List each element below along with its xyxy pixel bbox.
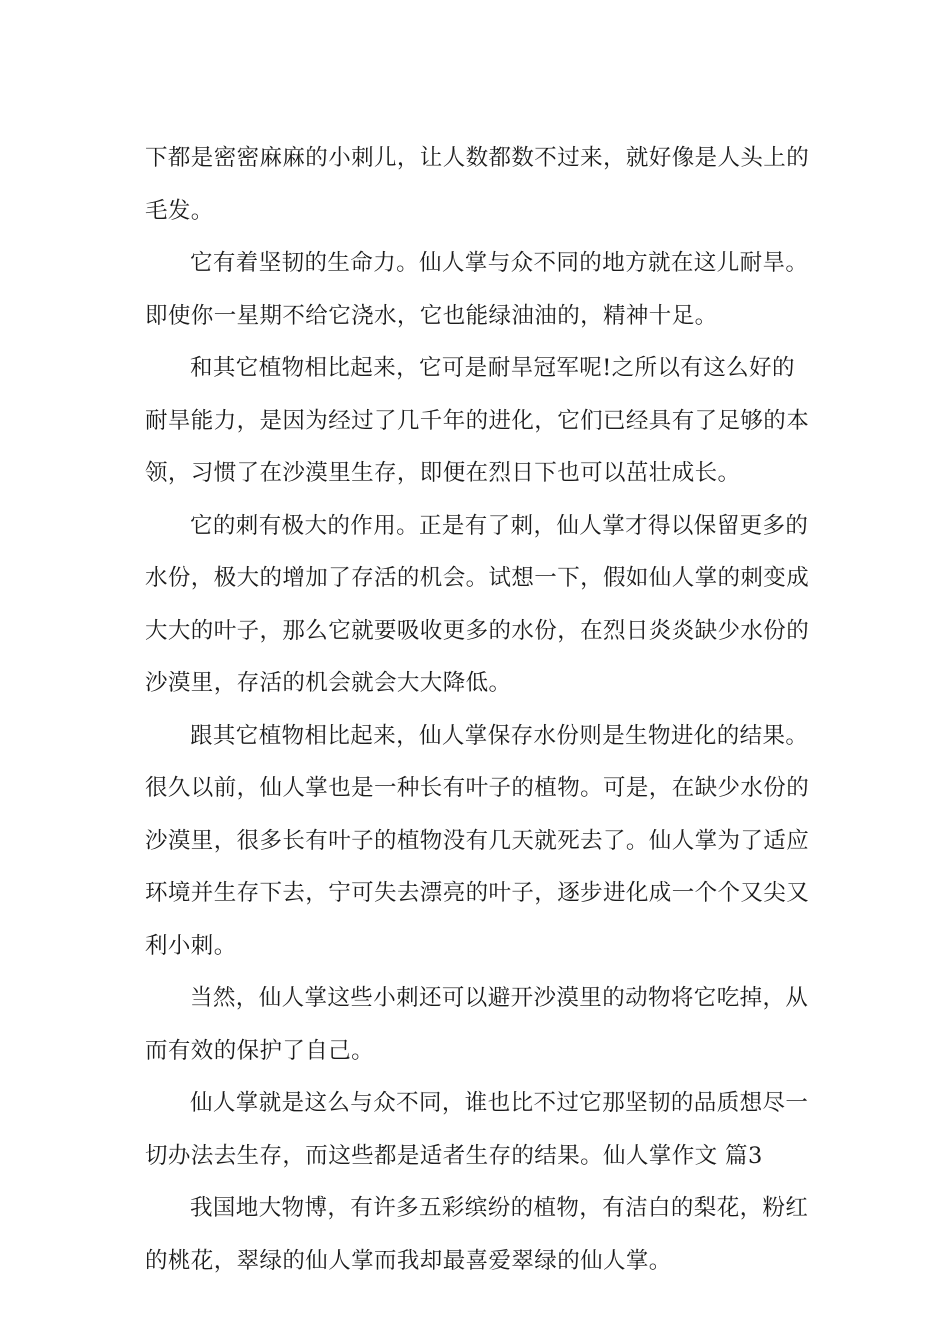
paragraph: 和其它植物相比起来，它可是耐旱冠军呢!之所以有这么好的耐旱能力，是因为经过了几千年的进化，它们已经具有了足够的本领，习惯了在沙漠里生存，即便在烈日下也可以茁壮成长。 <box>145 355 810 486</box>
paragraph: 它的刺有极大的作用。正是有了刺，仙人掌才得以保留更多的水份，极大的增加了存活的机会。试想一下，假如仙人掌的刺变成大大的叶子，那么它就要吸收更多的水份，在烈日炎炎缺少水份的沙漠里，存活的机会就会大大降低。 <box>145 512 810 696</box>
document-body <box>145 132 810 1287</box>
paragraph: 当然，仙人掌这些小刺还可以避开沙漠里的动物将它吃掉，从而有效的保护了自己。 <box>145 985 809 1064</box>
paragraph: 仙人掌就是这么与众不同，谁也比不过它那坚韧的品质想尽一切办法去生存，而这些都是适者生存的结果。仙人掌作文 篇3 <box>145 1090 809 1169</box>
paragraph: 下都是密密麻麻的小刺儿，让人数都数不过来，就好像是人头上的毛发。 <box>145 145 810 224</box>
paragraph: 跟其它植物相比起来，仙人掌保存水份则是生物进化的结果。很久以前，仙人掌也是一种长有叶子的植物。可是，在缺少水份的沙漠里，很多长有叶子的植物没有几天就死去了。仙人掌为了适应环境并生存下去，宁可失去漂亮的叶子，逐步进化成一个个又尖又利小刺。 <box>145 722 810 959</box>
paragraph: 我国地大物博，有许多五彩缤纷的植物，有洁白的梨花，粉红的桃花，翠绿的仙人掌而我却最喜爱翠绿的仙人掌。 <box>145 1195 809 1274</box>
paragraph: 它有着坚韧的生命力。仙人掌与众不同的地方就在这儿耐旱。即使你一星期不给它浇水，它也能绿油油的，精神十足。 <box>145 250 809 329</box>
